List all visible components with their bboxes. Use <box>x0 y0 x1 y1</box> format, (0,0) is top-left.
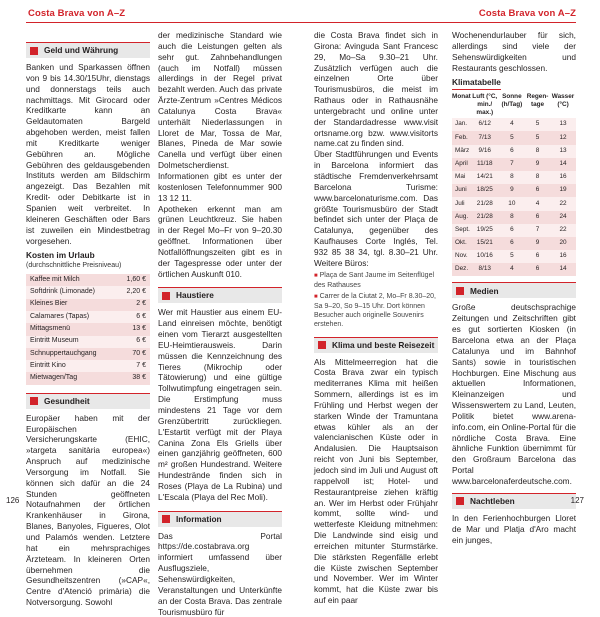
page-number-left: 126 <box>6 496 20 505</box>
medical-text: der medizinische Standard wie auch die Leistungen gelten als sehr gut. Zahnbehandlungen (auch im Notfall) müssen allerdings in der Regel privat bezahlt werden. Auch das private Ärzte-Zentrum »Centres Médicos Catalunya Costa Brava« unterhält Niederlassungen in Lloret de Mar, Tossa de Mar, Blanes, Pineda de Mar sowie Canella und verfügt über einen Dolmetscherdienst. Informationen gibt es unter der kostenlosen Telefonnummer 900 13 12 11. <box>158 30 282 203</box>
price-row <box>26 360 150 372</box>
right-column-2 <box>452 30 576 545</box>
climate-cell: März <box>452 145 471 158</box>
climate-cell: Juni <box>452 184 471 197</box>
climate-row <box>452 250 576 263</box>
wochenend-text: Wochenendurlauber für sich, allerdings sind viele der Sehenswürdigkeiten und Restaurants geschlossen. <box>452 30 576 73</box>
climate-row <box>452 145 576 158</box>
climate-cell: 15/21 <box>471 237 499 250</box>
price-item: Mittagsmenü <box>26 323 117 335</box>
climate-cell: 4 <box>525 197 550 210</box>
climate-cell: 11/18 <box>471 158 499 171</box>
right-column-1 <box>314 30 438 606</box>
header-rule-right <box>300 22 576 23</box>
price-row <box>26 286 150 298</box>
climate-cell: 6 <box>499 145 525 158</box>
price-row <box>26 274 150 286</box>
klimatabelle-title: Klimatabelle <box>452 77 501 90</box>
climate-cell: 9 <box>499 184 525 197</box>
header-rule-left <box>26 22 300 23</box>
square-marker-icon <box>318 341 326 349</box>
climate-cell: 6 <box>499 237 525 250</box>
climate-table <box>452 92 576 276</box>
climate-cell: 5 <box>499 250 525 263</box>
climate-cell: 7/13 <box>471 131 499 144</box>
climate-row <box>452 263 576 276</box>
climate-cell: 21/28 <box>471 197 499 210</box>
kosten-subtitle: (durchschnittliche Preisniveau) <box>26 262 122 270</box>
climate-header-cell: Sonne (h/Tag) <box>499 92 525 118</box>
left-column-2 <box>158 30 282 617</box>
price-row <box>26 299 150 311</box>
price-row <box>26 336 150 348</box>
running-head-right: Costa Brava von A–Z <box>478 8 576 19</box>
climate-cell: 8/13 <box>471 263 499 276</box>
climate-cell: 13 <box>550 118 576 131</box>
climate-cell: 22 <box>550 197 576 210</box>
price-value: 6 € <box>117 336 150 348</box>
section-heading-geld: Geld und Währung <box>26 42 150 58</box>
climate-row <box>452 118 576 131</box>
bullet-item-2: ■ Carrer de la Ciutat 2, Mo–Fr 8.30–20, Sa 9–20, So 9–15 Uhr. Dort können Besucher auch originelle Souvenirs erstehen. <box>314 292 436 328</box>
section-heading-haustiere: Haustiere <box>158 287 282 303</box>
right-page <box>300 0 600 606</box>
price-item: Eintritt Museum <box>26 336 117 348</box>
climate-header-cell: Regen-tage <box>525 92 550 118</box>
climate-cell: Aug. <box>452 211 471 224</box>
climate-cell: 9 <box>525 237 550 250</box>
price-item: Eintritt Kino <box>26 360 117 372</box>
square-marker-icon <box>30 47 38 55</box>
climate-cell: 6 <box>525 263 550 276</box>
climate-cell: 4 <box>499 263 525 276</box>
barcelona-text: Über Stadtführungen und Events in Barcelona informiert das städtische Fremdenverkehrsamt Barcelona Turisme: www.barcelonaturisme.com. Das größte Tourismusbüro der Stadt befindet sich unter der Plaça de Catalunya, gegenüber des Kaufhauses Corte Inglés, Tel. 932 85 38 34, tgl. 8.30–21 Uhr. Weitere Büros: <box>314 149 438 268</box>
climate-cell: Jan. <box>452 118 471 131</box>
climate-cell: 5 <box>525 118 550 131</box>
section-heading-klima: Klima und beste Reisezeit <box>314 337 438 353</box>
climate-cell: 16 <box>550 250 576 263</box>
price-item: Softdrink (Limonade) <box>26 286 117 298</box>
price-row <box>26 311 150 323</box>
climate-cell: 21/28 <box>471 211 499 224</box>
climate-cell: 22 <box>550 224 576 237</box>
climate-cell: 5 <box>525 131 550 144</box>
price-value: 13 € <box>117 323 150 335</box>
climate-cell: 14/21 <box>471 171 499 184</box>
section-heading-gesundheit: Gesundheit <box>26 393 150 409</box>
price-value: 1,60 € <box>117 274 150 286</box>
running-head-left: Costa Brava von A–Z <box>28 8 126 19</box>
climate-cell: 6/12 <box>471 118 499 131</box>
section-heading-nachtleben: Nachtleben <box>452 493 576 509</box>
left-column-1 <box>26 30 150 608</box>
square-marker-icon <box>456 497 464 505</box>
climate-cell: 6 <box>525 184 550 197</box>
climate-cell: Mai <box>452 171 471 184</box>
klima-text: Als Mittelmeerregion hat die Costa Brava zwar ein typisch mediterranes Klima mit heißen Sommern, allerdings ist es im Frühling und Herbst wegen der starken Winde der Tramuntana etwas kühler als an der valencianischen Küste oder in Andalusien. Die Hauptsaison reicht von Juni bis September, jedoch sind im Juli und August oft rappelvoll ist; Hotel- und Restaurantpreise ziehen kräftig an. Wer im Herbst oder Frühjahr kommt, sollte wind- und wetterfeste Kleidung mitnehmen: Die Landwinde sind eisig und erreichen mitunter Sturmstärke. Die stärksten Regenfälle erlebt die Küste zwischen September und November. Wer im Winter kommt, hat die Küste zwar bis auf ein paar <box>314 356 438 606</box>
price-item: Schnuppertauchgang <box>26 348 117 360</box>
nachtleben-text: In den Ferienhochburgen Lloret de Mar und Platja d'Aro macht ein junges, <box>452 512 576 545</box>
price-item: Calamares (Tapas) <box>26 311 117 323</box>
gesundheit-text: Europäer haben mit der Europäischen Versicherungskarte (EHIC, »targeta sanitària europea«) Anspruch auf medizinische Versorgung im Notfall. Sie können sich dafür an die 24 Stunden geöffneten Notaufnahmen der örtlichen Krankenhäuser in Girona, Blanes, Banyoles, Figueres, Olot und Palamós wenden. Letztere hat ein mehrsprachiges Ärzteteam. In kleineren Orten übernehmen die Gesundheitszentren (»CAP«, Centre d'Atenció primària) die Notversorgung. Sowohl <box>26 412 150 608</box>
climate-cell: 10/16 <box>471 250 499 263</box>
climate-cell: 10 <box>499 197 525 210</box>
tourismus-text: die Costa Brava findet sich in Girona: Avinguda Sant Francesc 29, Mo–Sa 9.30–21 Uhr. Zusätzlich verfügen auch die einzelnen Orte über Tourismusbüros, die meist im Rathaus oder in Rathausnähe untergebracht und online unter der Standardadresse www.visit ortsname.org bzw. www.visitorts name.cat zu finden sind. <box>314 30 438 149</box>
price-item: Mietwagen/Tag <box>26 372 117 384</box>
climate-cell: Sept. <box>452 224 471 237</box>
climate-cell: 18/25 <box>471 184 499 197</box>
climate-cell: 6 <box>499 224 525 237</box>
climate-cell: 24 <box>550 211 576 224</box>
climate-row <box>452 184 576 197</box>
price-value: 7 € <box>117 360 150 372</box>
price-row <box>26 323 150 335</box>
climate-cell: 12 <box>550 131 576 144</box>
climate-row <box>452 224 576 237</box>
section-heading-information: Information <box>158 511 282 527</box>
geld-text: Banken und Sparkassen öffnen von 9 bis 14.30/15Uhr, dienstags und donnerstags teils auch nachmittags. Mit Girocard oder Kreditkarte kann an Geldautomaten Bargeld abgehoben werden, meist fallen mit Kreditkarte weniger Gebühren an. Mögliche Gebühren des geldausgebenden Instituts werden am Bildschirm angezeigt. Das Bezahlen mit Kredit- oder Debitkarte ist in Spanien weit verbreitet. In kleineren Geschäften oder Bars ist zuweilen ein Mindestbetrag vorgesehen. <box>26 62 150 246</box>
climate-cell: 8 <box>525 171 550 184</box>
climate-cell: 5 <box>499 131 525 144</box>
climate-cell: 19/25 <box>471 224 499 237</box>
climate-cell: 6 <box>525 250 550 263</box>
price-table <box>26 274 150 385</box>
climate-cell: 9/16 <box>471 145 499 158</box>
page-number-right: 127 <box>570 496 584 505</box>
climate-header-cell: Monat <box>452 92 471 118</box>
kosten-title: Kosten im Urlaub <box>26 250 95 261</box>
apotheken-text: Apotheken erkennt man am grünen Leuchtkreuz. Sie haben in der Regel Mo–Fr von 9–20.30 geöffnet. Informationen über Notfallöffnungszeiten gibt es in der Tagespresse oder unter der örtlichen Auskunft 010. <box>158 203 282 279</box>
price-value: 2 € <box>117 299 150 311</box>
climate-row <box>452 211 576 224</box>
climate-cell: 20 <box>550 237 576 250</box>
haustiere-text: Wer mit Haustier aus einem EU-Land einreisen möchte, benötigt einen vom Tierarzt ausgestellten EU-Heimtierausweis. Darin müssen die Kennzeichnung des Tieres (Mikrochip oder Tätowierung) und eine gültige Tollwutimpfung eingetragen sein. Die Erstimpfung muss mindestens 21 Tage vor dem Grenzübertritt zurückliegen. L'Estartit verfügt mit der Playa Canina Zona Els Griells über einen ganzjährig geöffneten, 600 m² großen Hundestrand. Weitere Hundestrände finden sich in Roses (Playa de La Rubina) und L'Escala (Playa del Rec Moli). <box>158 307 282 502</box>
climate-row <box>452 237 576 250</box>
bullet-item-1: ■ Plaça de Sant Jaume im Seitenflügel des Rathauses <box>314 271 435 289</box>
price-value: 2,20 € <box>117 286 150 298</box>
climate-cell: 14 <box>550 158 576 171</box>
climate-cell: 19 <box>550 184 576 197</box>
square-marker-icon <box>30 397 38 405</box>
climate-cell: 7 <box>525 224 550 237</box>
climate-cell: 14 <box>550 263 576 276</box>
climate-row <box>452 197 576 210</box>
climate-cell: 16 <box>550 171 576 184</box>
climate-cell: Okt. <box>452 237 471 250</box>
bullet-square-icon: ■ <box>314 272 318 279</box>
information-text: Das Portal https://de.costabrava.org informiert umfassend über Ausflugsziele, Sehenswürdigkeiten, Veranstaltungen und Unterkünfte an der Costa Brava. Das zentrale Tourismusbüro für <box>158 530 282 617</box>
square-marker-icon <box>456 287 464 295</box>
price-item: Kleines Bier <box>26 299 117 311</box>
climate-row <box>452 131 576 144</box>
climate-cell: 4 <box>499 118 525 131</box>
price-value: 6 € <box>117 311 150 323</box>
medien-text: Große deutschsprachige Zeitungen und Zeitschriften gibt es gut sortierten Kiosken (in Barcelona etwa an der Plaça Catalunya und im Bahnhof Sants) sowie in touristischen Hochburgen. Eine Mischung aus aktuellen Informationen, Kleinanzeigen und Wissenswertem zu Land, Leuten, Politik bietet www.arena-info.com, ein Online-Portal für die nördliche Costa Brava. Eine ähnliche Funktion übernimmt für den Großraum Barcelona das Portal www.barcelonaferdeutsche.com. <box>452 302 576 486</box>
price-row <box>26 348 150 360</box>
climate-cell: 6 <box>525 211 550 224</box>
climate-row <box>452 171 576 184</box>
climate-row <box>452 158 576 171</box>
climate-cell: 8 <box>525 145 550 158</box>
price-row <box>26 372 150 384</box>
climate-cell: Juli <box>452 197 471 210</box>
climate-cell: April <box>452 158 471 171</box>
climate-header-cell: Wasser (°C) <box>550 92 576 118</box>
price-item: Kaffee mit Milch <box>26 274 117 286</box>
climate-cell: 8 <box>499 211 525 224</box>
price-value: 70 € <box>117 348 150 360</box>
square-marker-icon <box>162 292 170 300</box>
climate-cell: 9 <box>525 158 550 171</box>
square-marker-icon <box>162 515 170 523</box>
price-value: 38 € <box>117 372 150 384</box>
bullet-square-icon: ■ <box>314 293 318 300</box>
climate-cell: 7 <box>499 158 525 171</box>
climate-cell: 8 <box>499 171 525 184</box>
climate-cell: 13 <box>550 145 576 158</box>
section-heading-medien: Medien <box>452 282 576 298</box>
climate-cell: Feb. <box>452 131 471 144</box>
climate-cell: Nov. <box>452 250 471 263</box>
climate-header-cell: Luft (°C, min./ max.) <box>472 93 498 117</box>
climate-cell: Dez. <box>452 263 471 276</box>
